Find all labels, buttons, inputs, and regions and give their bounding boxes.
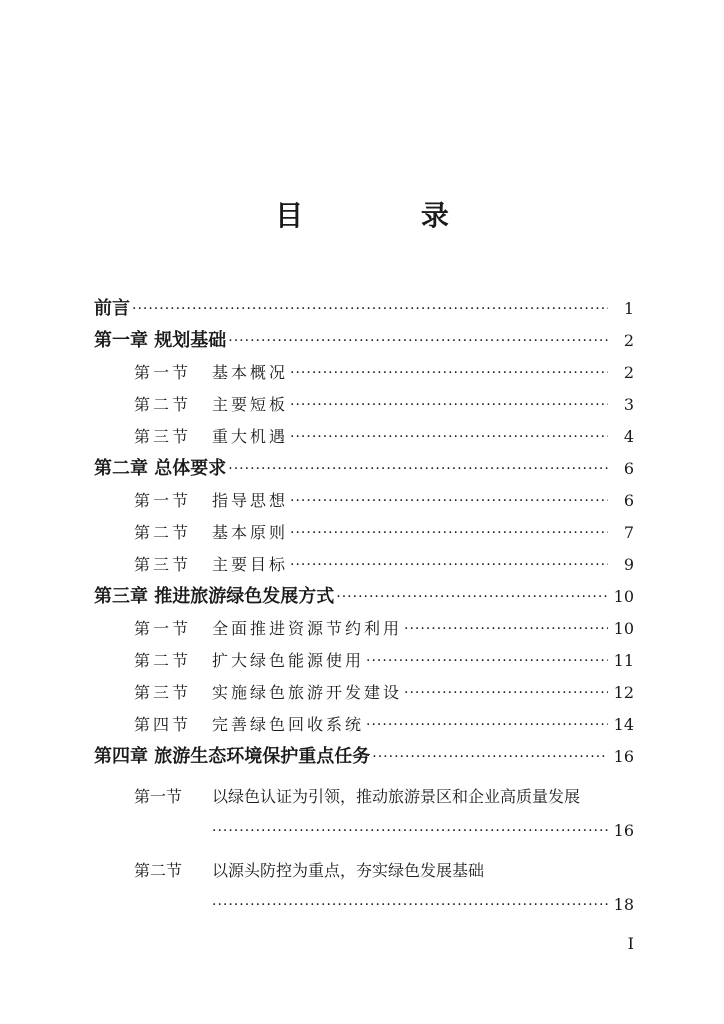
toc-entry-label: 第四章 旅游生态环境保护重点任务 [94,746,371,767]
toc-page-number: 2 [623,331,634,350]
toc-section-number: 第三节 [134,427,192,446]
toc-section-entry[interactable] [94,706,634,738]
toc-entry-label: 扩大绿色能源使用 [212,651,365,670]
toc-entry-label: 第二章 总体要求 [94,458,227,479]
toc-page-number: 12 [613,683,634,702]
toc-entry-label: 全面推进资源节约利用 [212,619,403,638]
toc-leader-dots [290,488,608,514]
toc-leader-dots [404,616,608,642]
toc-chapter-entry[interactable] [94,578,634,610]
toc-leader-dots [228,328,608,354]
toc-page-number: 11 [613,651,634,670]
toc-section-number: 第一节 [134,491,192,510]
toc-section-number: 第一节 [134,363,192,382]
toc-chapter-entry[interactable] [94,290,634,322]
toc-page-number: 9 [623,555,634,574]
toc-entry-label: 重大机遇 [212,427,289,446]
toc-entry-label: 第一章 规划基础 [94,330,227,351]
toc-section-entry[interactable] [94,844,634,884]
toc-section-number: 第二节 [134,651,192,670]
toc-section-entry[interactable] [94,546,634,578]
toc-entry-label: 实施绿色旅游开发建设 [212,683,403,702]
toc-page-number: 16 [613,747,634,766]
toc-leader-dots [228,456,608,482]
toc-entry-label: 以源头防控为重点，夯实绿色发展基础 [212,861,485,880]
toc-chapter-entry[interactable] [94,450,634,482]
toc-leader-dots [212,818,608,844]
toc-section-number: 第二节 [134,861,183,880]
toc-entry-label: 主要目标 [212,555,289,574]
toc-section-number: 第一节 [134,787,183,806]
toc-leader-dots [336,584,608,610]
toc-page-number: 7 [623,523,634,542]
toc-section-continuation[interactable] [94,884,634,918]
toc-entry-label: 前言 [94,298,130,319]
toc-entry-label: 基本原则 [212,523,289,542]
toc-leader-dots [290,552,608,578]
toc-chapter-entry[interactable] [94,738,634,770]
toc-page-number: 6 [623,459,634,478]
toc-page-number: 16 [613,821,634,840]
toc-section-number: 第三节 [134,555,192,574]
toc-section-number: 第二节 [134,395,192,414]
toc-leader-dots [404,680,608,706]
toc-leader-dots [372,744,608,770]
toc-section-entry[interactable] [94,418,634,450]
toc-page-number: 3 [623,395,634,414]
toc-leader-dots [290,424,608,450]
toc-section-entry[interactable] [94,642,634,674]
toc-chapter-entry[interactable] [94,322,634,354]
toc-entry-label: 基本概况 [212,363,289,382]
toc-entry-label: 指导思想 [212,491,289,510]
toc-page-number: 2 [623,363,634,382]
toc-leader-dots [132,296,608,322]
toc-page-number: 1 [623,299,634,318]
toc-leader-dots [366,712,608,738]
toc-section-number: 第二节 [134,523,192,542]
toc-leader-dots [290,392,608,418]
table-of-contents [94,290,634,918]
toc-leader-dots [290,520,608,546]
toc-entry-label: 第三章 推进旅游绿色发展方式 [94,586,335,607]
toc-page-number: 10 [613,619,634,638]
toc-section-number: 第一节 [134,619,192,638]
toc-page-number: 10 [613,587,634,606]
toc-section-entry[interactable] [94,514,634,546]
toc-page-number: 18 [613,895,634,914]
toc-page-number: 6 [623,491,634,510]
toc-page-number: 14 [613,715,634,734]
toc-section-number: 第三节 [134,683,192,702]
toc-entry-label: 主要短板 [212,395,289,414]
toc-section-entry[interactable] [94,770,634,810]
page-title: 目 录 [275,199,503,232]
toc-leader-dots [290,360,608,386]
toc-section-continuation[interactable] [94,810,634,844]
toc-leader-dots [366,648,608,674]
toc-section-entry[interactable] [94,354,634,386]
toc-section-entry[interactable] [94,482,634,514]
toc-section-entry[interactable] [94,674,634,706]
toc-leader-dots [212,892,608,918]
toc-entry-label: 完善绿色回收系统 [212,715,365,734]
toc-section-number: 第四节 [134,715,192,734]
toc-entry-label: 以绿色认证为引领，推动旅游景区和企业高质量发展 [212,787,581,806]
toc-page-number: 4 [623,427,634,446]
footer-page-number: I [627,934,634,953]
toc-section-entry[interactable] [94,610,634,642]
toc-section-entry[interactable] [94,386,634,418]
